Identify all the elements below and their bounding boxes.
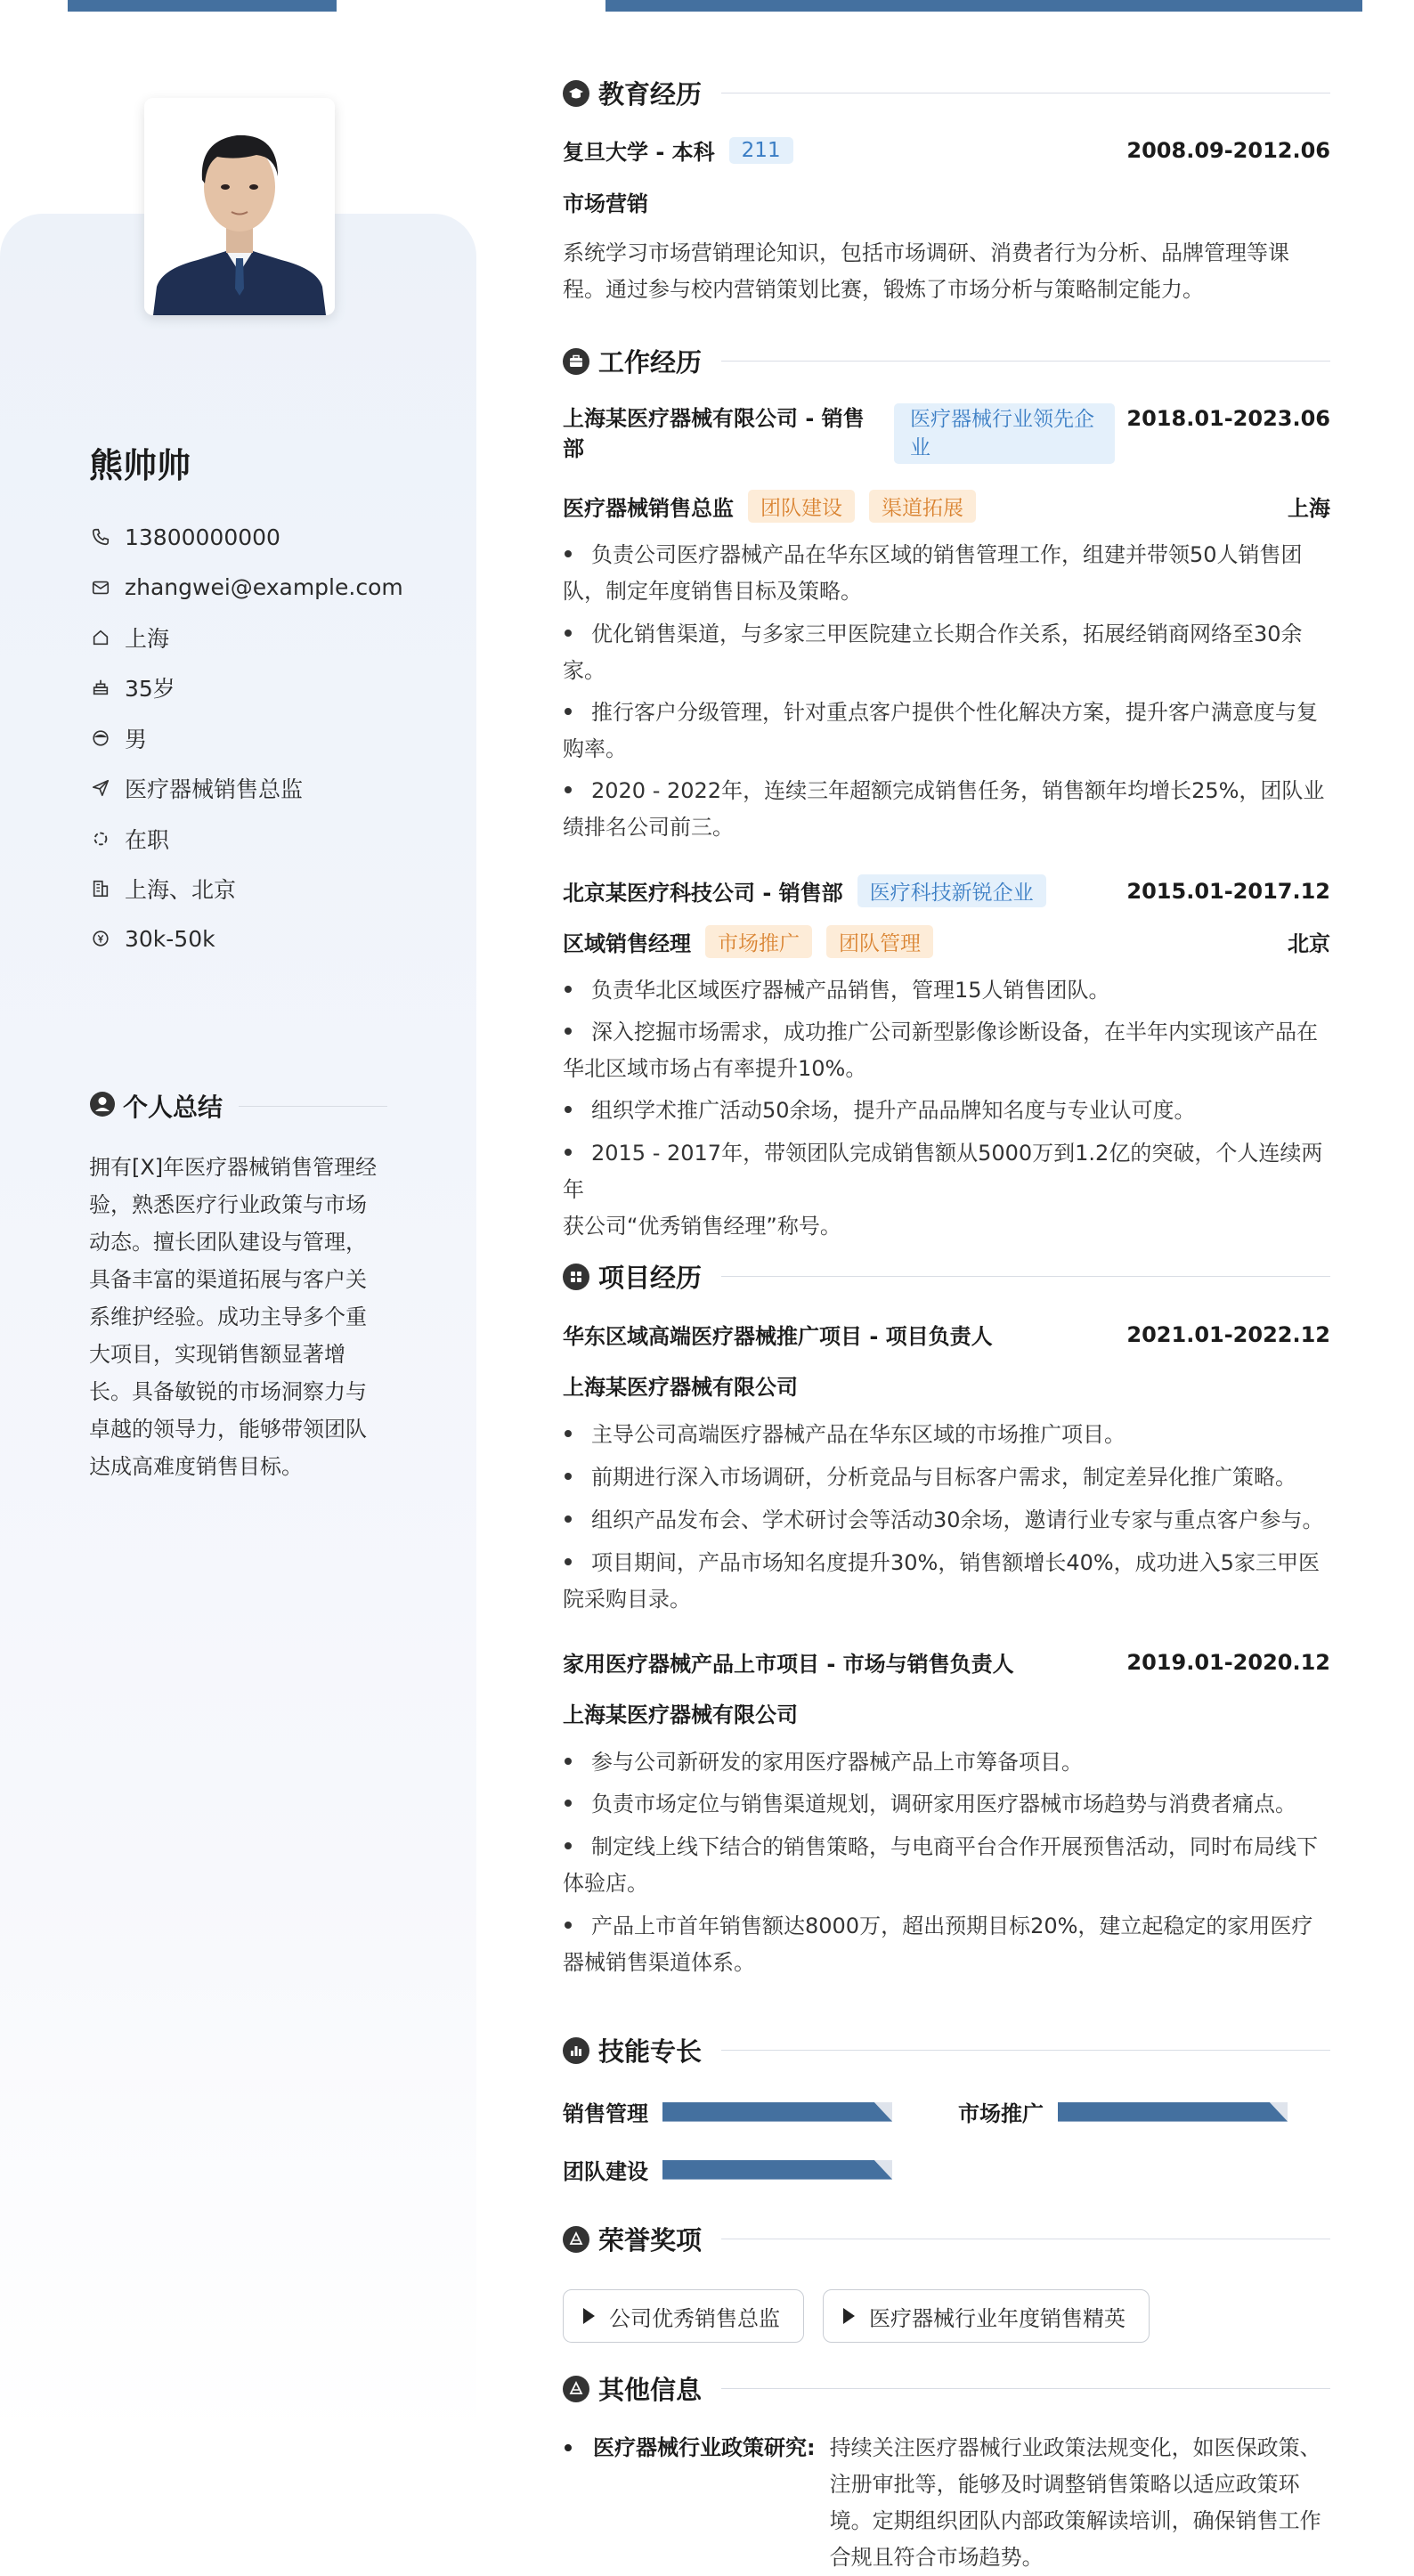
list-item	[563, 1459, 1330, 1496]
bullet-text: 项目期间，产品市场知名度提升30%，销售额增长40%，成功进入5家三甲医	[591, 1550, 1320, 1575]
play-triangle-icon	[843, 2308, 855, 2324]
list-item	[563, 1502, 1330, 1539]
top-accent-bar-right	[605, 0, 1362, 12]
education-school: 复旦大学 - 本科	[563, 140, 715, 165]
skill-1-bar	[662, 2102, 892, 2122]
info-row-salary	[89, 914, 463, 963]
bullet-dot	[565, 1106, 572, 1113]
bullet-text-cont: 家。	[563, 658, 605, 683]
home-icon	[89, 626, 112, 649]
bullet-dot	[565, 1149, 572, 1156]
job-1-city: 上海	[1288, 496, 1330, 521]
bullet-dot	[565, 1558, 572, 1565]
awards-title: 荣誉奖项	[598, 2225, 703, 2255]
send-icon	[89, 776, 112, 800]
summary-divider	[239, 1106, 387, 1107]
job-1-company-line1: 上海某医疗器械有限公司 - 销售	[563, 406, 865, 431]
bullet-text: 主导公司高端医疗器械产品在华东区域的市场推广项目。	[591, 1422, 1126, 1447]
education-major-row	[563, 186, 1330, 217]
work-divider	[721, 361, 1330, 362]
project-2-company-row	[563, 1697, 1330, 1728]
bullet-text: 优化销售渠道，与多家三甲医院建立长期合作关系，拓展经销商网络至30余	[591, 622, 1303, 646]
other-divider	[721, 2388, 1330, 2389]
list-item	[563, 1744, 1330, 1781]
bullet-text: 前期进行深入市场调研，分析竞品与目标客户需求，制定差异化推广策略。	[591, 1465, 1296, 1490]
bullet-text: 负责市场定位与销售渠道规划，调研家用医疗器械市场趋势与消费者痛点。	[591, 1792, 1296, 1816]
location-text: 上海	[125, 625, 170, 652]
project-2-company: 上海某医疗器械有限公司	[563, 1702, 798, 1727]
salary-icon	[89, 927, 112, 950]
bullet-dot	[565, 708, 572, 715]
other-item	[563, 2430, 1330, 2576]
list-item	[563, 1135, 1330, 1245]
status-text: 在职	[125, 826, 170, 853]
skill-3-bar	[662, 2160, 892, 2180]
job-1-tag-line2: 业	[910, 436, 930, 459]
projects-title: 项目经历	[598, 1263, 703, 1293]
skill-2-bar	[1058, 2102, 1288, 2122]
info-row-age	[89, 662, 463, 712]
info-row-gender	[89, 713, 463, 763]
bar-chart-icon	[563, 2037, 589, 2064]
list-item	[563, 773, 1330, 846]
bullet-dot	[565, 1430, 572, 1437]
profile-photo	[144, 98, 335, 315]
bullet-dot	[565, 630, 572, 637]
bullet-text-cont: 购率。	[563, 736, 627, 761]
status-icon	[89, 827, 112, 850]
award-2-text: 医疗器械行业年度销售精英	[869, 2305, 1126, 2331]
job-1-date: 2018.01-2023.06	[1126, 406, 1330, 431]
bullet-text: 产品上市首年销售额达8000万，超出预期目标20%，建立起稳定的家用医疗	[591, 1914, 1313, 1938]
award-icon	[563, 2226, 589, 2253]
cities-text: 上海、北京	[125, 876, 237, 903]
bullet-dot	[565, 986, 572, 993]
briefcase-icon	[563, 348, 589, 375]
info-row-phone	[89, 512, 463, 562]
job-1-role-row	[563, 490, 1330, 523]
bullet-dot	[565, 1800, 572, 1807]
projects-heading	[563, 1258, 1330, 1295]
bullet-text-cont: 体验店。	[563, 1871, 648, 1896]
email-text: zhangwei@example.com	[125, 574, 403, 601]
bullet-text-cont: 器械销售渠道体系。	[563, 1950, 755, 1975]
list-item	[563, 1417, 1330, 1453]
job-2-city: 北京	[1288, 931, 1330, 956]
work-heading	[563, 343, 1330, 379]
bullet-dot	[565, 550, 572, 557]
education-major: 市场营销	[563, 191, 648, 216]
job-2-role: 区域销售经理	[563, 931, 691, 956]
education-title: 教育经历	[598, 79, 703, 110]
bullet-text-cont: 绩排名公司前三。	[563, 815, 734, 840]
awards-heading	[563, 2221, 1330, 2257]
age-text: 35岁	[125, 676, 175, 703]
summary-heading	[89, 1088, 387, 1124]
work-title: 工作经历	[598, 347, 703, 378]
bullet-dot	[565, 1473, 572, 1480]
list-item	[563, 972, 1330, 1009]
mail-icon	[89, 576, 112, 599]
bullet-text-cont: 院采购目录。	[563, 1587, 691, 1612]
grid-icon	[563, 1264, 589, 1290]
other-title: 其他信息	[598, 2375, 703, 2405]
job-1-tag-1: 团队建设	[748, 490, 855, 523]
skill-2-bar-fill	[1058, 2102, 1288, 2122]
phone-text: 13800000000	[125, 524, 280, 550]
bullet-dot	[565, 786, 572, 793]
project-1-company: 上海某医疗器械有限公司	[563, 1375, 798, 1400]
user-circle-icon	[89, 1091, 116, 1121]
job-2-date: 2015.01-2017.12	[1126, 878, 1330, 904]
skill-1-bar-fill	[662, 2102, 892, 2122]
job-1-company-tag	[894, 403, 1115, 464]
bullet-text-cont: 获公司“优秀销售经理”称号。	[563, 1214, 841, 1239]
bullet-text: 制定线上线下结合的销售策略，与电商平台合作开展预售活动，同时布局线下	[591, 1834, 1318, 1859]
award-chip-2	[823, 2289, 1150, 2343]
other-heading	[563, 2370, 1330, 2407]
other-label: 医疗器械行业政策研究:	[593, 2435, 816, 2460]
projects-divider	[721, 1276, 1330, 1277]
list-item	[563, 537, 1330, 610]
job-2-company-tag: 医疗科技新锐企业	[857, 874, 1046, 907]
bullet-dot	[565, 1758, 572, 1765]
bullet-text-cont: 华北区域市场占有率提升10%。	[563, 1056, 867, 1081]
info-icon	[563, 2376, 589, 2402]
gender-text: 男	[125, 726, 148, 752]
gender-icon	[89, 727, 112, 750]
job-1-tag-2: 渠道拓展	[869, 490, 976, 523]
project-2-date: 2019.01-2020.12	[1126, 1649, 1330, 1675]
education-date: 2008.09-2012.06	[1126, 137, 1330, 163]
bullet-text: 参与公司新研发的家用医疗器械产品上市筹备项目。	[591, 1750, 1083, 1775]
skills-title: 技能专长	[598, 2036, 703, 2067]
info-row-email	[89, 562, 463, 612]
skill-1-name: 销售管理	[563, 2101, 648, 2126]
list-item	[563, 1786, 1330, 1823]
skill-item-3	[563, 2154, 892, 2185]
list-item	[563, 1545, 1330, 1618]
education-desc: 系统学习市场营销理论知识，包括市场调研、消费者行为分析、品牌管理等课程。通过参与校内营销策划比赛，锻炼了市场分析与策略制定能力。	[563, 240, 1289, 302]
project-1-header	[563, 1319, 1330, 1350]
phone-icon	[89, 525, 112, 549]
other-text: 持续关注医疗器械行业政策法规变化，如医保政策、注册审批等，能够及时调整销售策略以适应政策环境。定期组织团队内部政策解读培训，确保销售工作合规且符合市场趋势。	[829, 2435, 1321, 2570]
job-1-role: 医疗器械销售总监	[563, 496, 734, 521]
bullet-text: 组织学术推广活动50余场，提升产品品牌知名度与专业认可度。	[591, 1098, 1196, 1123]
job-2-company: 北京某医疗科技公司 - 销售部	[563, 881, 843, 906]
bullet-text: 2015 - 2017年，带领团队完成销售额从5000万到1.2亿的突破，个人连续两年	[563, 1141, 1323, 1202]
list-item	[563, 1014, 1330, 1087]
skills-heading	[563, 2032, 1330, 2068]
job-1-company	[563, 403, 883, 464]
info-row-position	[89, 763, 463, 813]
job-1-tag-line1: 医疗器械行业领先企	[910, 408, 1094, 431]
skill-3-name: 团队建设	[563, 2159, 648, 2184]
bullet-text: 深入挖掘市场需求，成功推广公司新型影像诊断设备，在半年内实现该产品在	[591, 1020, 1318, 1044]
project-1-name: 华东区域高端医疗器械推广项目 - 项目负责人	[563, 1324, 993, 1349]
job-2-header	[563, 874, 1330, 907]
education-row	[563, 134, 1330, 166]
skills-divider	[721, 2050, 1330, 2051]
info-row-status	[89, 813, 463, 863]
list-item	[563, 616, 1330, 689]
list-item	[563, 1093, 1330, 1129]
profile-name: 熊帅帅	[89, 446, 191, 485]
cake-icon	[89, 676, 112, 699]
contact-info-list	[89, 512, 463, 964]
bullet-text: 推行客户分级管理，针对重点客户提供个性化解决方案，提升客户满意度与复	[591, 700, 1318, 725]
skill-2-name: 市场推广	[958, 2101, 1044, 2126]
bullet-dot	[565, 1842, 572, 1849]
skill-item-2	[958, 2096, 1288, 2127]
award-chip-1	[563, 2289, 804, 2343]
project-2-header	[563, 1646, 1330, 1678]
top-accent-bar-left	[68, 0, 337, 12]
list-item	[563, 695, 1330, 768]
info-row-cities	[89, 864, 463, 914]
job-2-tag-2: 团队管理	[826, 925, 933, 958]
bullet-text: 组织产品发布会、学术研讨会等活动30余场，邀请行业专家与重点客户参与。	[591, 1507, 1324, 1532]
project-1-company-row	[563, 1369, 1330, 1401]
bullet-text: 2020 - 2022年，连续三年超额完成销售任务，销售额年均增长25%，团队业	[591, 778, 1325, 803]
education-tag: 211	[729, 137, 793, 164]
education-heading	[563, 75, 1330, 111]
skill-3-bar-fill	[662, 2160, 892, 2180]
building-icon	[89, 877, 112, 900]
bullet-text: 负责华北区域医疗器械产品销售，管理15人销售团队。	[591, 978, 1110, 1003]
job-1-header	[563, 403, 1330, 475]
skill-item-1	[563, 2096, 892, 2127]
bullet-text-cont: 队，制定年度销售目标及策略。	[563, 579, 862, 604]
salary-text: 30k-50k	[125, 925, 215, 952]
bullet-dot	[565, 1028, 572, 1035]
position-text: 医疗器械销售总监	[125, 776, 304, 803]
bullet-dot	[565, 1516, 572, 1523]
bullet-text: 负责公司医疗器械产品在华东区域的销售管理工作，组建并带领50人销售团	[591, 542, 1303, 567]
job-1-company-line2: 部	[563, 436, 584, 461]
info-row-location	[89, 613, 463, 662]
award-1-text: 公司优秀销售总监	[609, 2305, 780, 2331]
graduation-cap-icon	[563, 80, 589, 107]
list-item	[563, 1908, 1330, 1981]
play-triangle-icon	[583, 2308, 595, 2324]
list-item	[563, 1829, 1330, 1902]
bullet-dot	[565, 2444, 572, 2451]
bullet-dot	[565, 1922, 572, 1929]
job-2-tag-1: 市场推广	[705, 925, 812, 958]
summary-title: 个人总结	[123, 1093, 223, 1122]
project-1-date: 2021.01-2022.12	[1126, 1321, 1330, 1347]
summary-text: 拥有[X]年医疗器械销售管理经验，熟悉医疗行业政策与市场动态。擅长团队建设与管理，具备丰富的渠道拓展与客户关系维护经验。成功主导多个重大项目，实现销售额显著增长。具备敏锐的市场洞察力与卓越的领导力，能够带领团队达成高难度销售目标。	[89, 1155, 378, 1479]
project-2-name: 家用医疗器械产品上市项目 - 市场与销售负责人	[563, 1652, 1014, 1677]
job-2-role-row	[563, 925, 1330, 958]
